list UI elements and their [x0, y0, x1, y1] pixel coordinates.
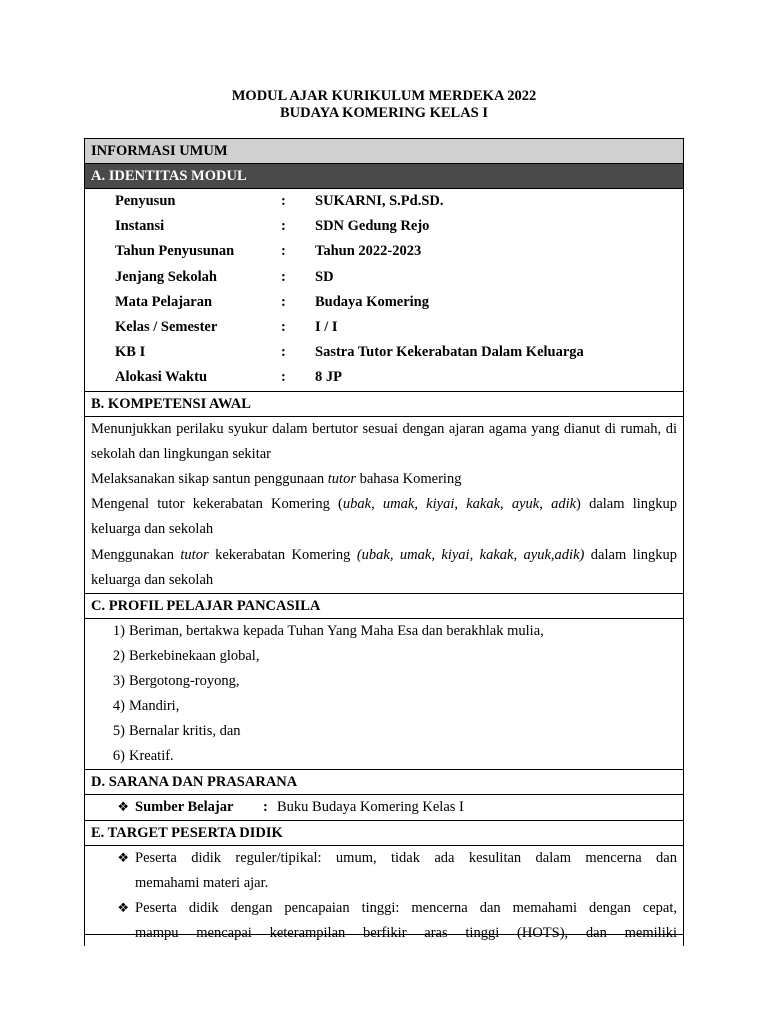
italic-term: tutor	[180, 546, 209, 563]
list-item	[85, 719, 683, 744]
text-run: bahasa Komering	[355, 470, 462, 487]
identitas-row-instansi	[85, 214, 683, 239]
profil-list	[85, 619, 683, 770]
section-identitas-heading: A. IDENTITAS MODUL	[85, 164, 683, 189]
identitas-row-jenjang	[85, 265, 683, 290]
identitas-value: SDN Gedung Rejo	[315, 218, 430, 235]
identitas-value: Sastra Tutor Kekerabatan Dalam Keluarga	[315, 344, 584, 361]
target-bullet-1	[85, 846, 683, 871]
identitas-colon: :	[281, 268, 286, 285]
identitas-colon: :	[281, 193, 286, 209]
identitas-colon: :	[281, 344, 286, 361]
sumber-belajar-value: Buku Budaya Komering Kelas I	[277, 798, 464, 815]
text-run: Mengenal tutor kekerabatan Komering (	[91, 496, 343, 513]
list-text: Mandiri,	[129, 697, 180, 714]
module-info-table	[84, 138, 684, 946]
identitas-key: KB I	[115, 344, 146, 361]
kompetensi-paragraph-3	[91, 492, 677, 542]
text-run: ,	[539, 496, 552, 513]
italic-term: kakak	[466, 496, 501, 513]
identitas-row-penyusun	[85, 189, 683, 214]
target-text-line: mampu mencapai keterampilan berfikir aras tinggi (HOTS), dan memiliki	[135, 924, 677, 941]
sarana-row	[85, 795, 683, 820]
identitas-colon: :	[281, 293, 286, 310]
italic-term: ubak	[342, 496, 372, 513]
list-number: 2)	[112, 647, 125, 664]
identitas-key: Instansi	[115, 218, 165, 235]
list-number: 1)	[112, 622, 125, 639]
diamond-bullet-icon: ❖	[117, 900, 129, 916]
list-number: 5)	[112, 722, 125, 739]
list-item	[85, 744, 683, 769]
italic-term: adik	[551, 496, 577, 513]
list-text: Beriman, bertakwa kepada Tuhan Yang Maha Esa dan berakhlak mulia,	[129, 622, 544, 639]
italic-term: kiyai	[426, 496, 455, 513]
italic-term: tutor	[327, 470, 356, 487]
target-text-line: memahami materi ajar.	[135, 874, 269, 891]
identitas-colon: :	[281, 218, 286, 235]
list-number: 3)	[112, 672, 125, 689]
list-text: Berkebinekaan global,	[129, 647, 260, 664]
diamond-bullet-icon: ❖	[117, 799, 129, 815]
identitas-colon: :	[281, 318, 286, 335]
identitas-colon: :	[281, 369, 286, 386]
identitas-value: SD	[315, 268, 334, 285]
sarana-content	[85, 795, 683, 821]
document-title	[0, 88, 768, 122]
target-bullet-1-cont	[85, 871, 683, 896]
section-informasi-umum: INFORMASI UMUM	[85, 139, 683, 164]
identitas-key: Penyusun	[115, 193, 176, 209]
identitas-value: SUKARNI, S.Pd.SD.	[315, 193, 444, 209]
table-bottom-border	[84, 934, 684, 935]
text-run: ) dalam lingkup keluarga dan sekolah	[91, 496, 678, 538]
kompetensi-content	[85, 417, 683, 594]
sumber-belajar-colon: :	[263, 798, 268, 815]
target-text-line: Peserta didik dengan pencapaian tinggi: mencerna dan memahami dengan cepat,	[135, 899, 677, 916]
list-item	[85, 644, 683, 669]
section-profil-heading: C. PROFIL PELAJAR PANCASILA	[85, 594, 683, 619]
italic-term: (ubak, umak, kiyai, kakak, ayuk,adik)	[356, 546, 585, 563]
identitas-row-kb	[85, 340, 683, 365]
identitas-row-alokasi	[85, 365, 683, 390]
identitas-row-mapel	[85, 290, 683, 315]
target-content	[85, 846, 683, 946]
bullet-spacer	[85, 871, 135, 896]
identitas-value: 8 JP	[315, 369, 342, 386]
kompetensi-paragraph-1: Menunjukkan perilaku syukur dalam bertutor sesuai dengan ajaran agama yang dianut di rumah, di sekolah dan lingkungan sekitar	[91, 420, 677, 462]
identitas-value: Budaya Komering	[315, 293, 429, 310]
kompetensi-paragraph-4	[91, 543, 677, 593]
text-run: ,	[414, 496, 427, 513]
kompetensi-paragraph-2	[91, 467, 677, 492]
identitas-list	[85, 189, 683, 392]
list-number: 6)	[112, 747, 125, 764]
italic-term: umak	[382, 496, 415, 513]
identitas-key: Kelas / Semester	[115, 318, 218, 335]
identitas-key: Mata Pelajaran	[115, 293, 213, 310]
section-target-heading: E. TARGET PESERTA DIDIK	[85, 821, 683, 846]
list-item	[85, 694, 683, 719]
section-kompetensi-heading: B. KOMPETENSI AWAL	[85, 392, 683, 417]
list-number: 4)	[112, 697, 125, 714]
identitas-row-kelas	[85, 315, 683, 340]
identitas-key: Jenjang Sekolah	[115, 268, 217, 285]
identitas-key: Tahun Penyusunan	[115, 243, 235, 260]
title-line-2: BUDAYA KOMERING KELAS I	[279, 105, 489, 121]
target-text-line: Peserta didik reguler/tipikal: umum, tidak ada kesulitan dalam mencerna dan	[135, 849, 677, 866]
text-run: kekerabatan Komering	[208, 546, 357, 563]
sarana-text	[135, 795, 464, 820]
sumber-belajar-label: Sumber Belajar	[135, 798, 234, 815]
text-run: dalam lingkup keluarga dan sekolah	[91, 546, 677, 588]
identitas-value: Tahun 2022-2023	[315, 243, 422, 260]
text-run: Melaksanakan sikap santun penggunaan	[91, 470, 328, 487]
text-run: ,	[500, 496, 512, 513]
identitas-key: Alokasi Waktu	[115, 369, 208, 386]
italic-term: ayuk	[511, 496, 540, 513]
list-text: Bergotong-royong,	[129, 672, 240, 689]
text-run: ,	[454, 496, 467, 513]
target-bullet-2	[85, 896, 683, 921]
list-item	[85, 669, 683, 694]
text-run: ,	[371, 496, 383, 513]
list-text: Bernalar kritis, dan	[129, 722, 241, 739]
identitas-value: I / I	[315, 318, 338, 335]
text-run: Menggunakan	[91, 546, 181, 563]
list-item	[85, 619, 683, 644]
list-text: Kreatif.	[129, 747, 174, 764]
identitas-row-tahun	[85, 239, 683, 264]
diamond-bullet-icon: ❖	[117, 850, 129, 866]
identitas-colon: :	[281, 243, 286, 260]
title-line-1: MODUL AJAR KURIKULUM MERDEKA 2022	[231, 88, 537, 104]
section-sarana-heading: D. SARANA DAN PRASARANA	[85, 770, 683, 795]
